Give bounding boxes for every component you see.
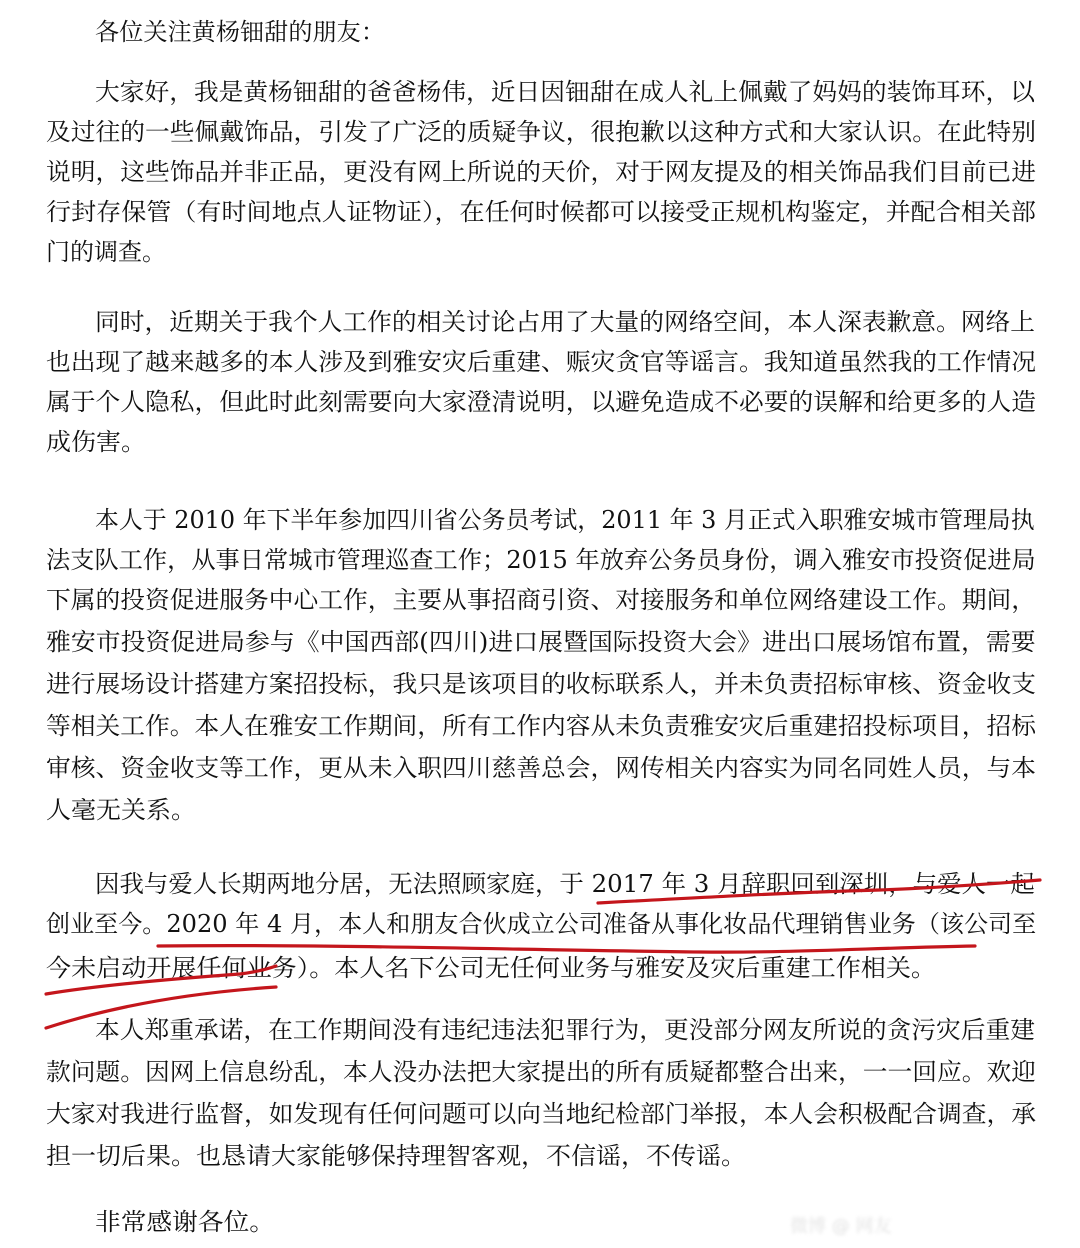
- paragraph-line: 本人于 2010 年下半年参加四川省公务员考试，2011 年 3 月正式入职雅安城市管理局执: [95, 506, 1035, 534]
- watermark: 微博 @ 网友: [790, 1216, 892, 1237]
- paragraph-line: 法支队工作，从事日常城市管理巡查工作；2015 年放弃公务员身份，调入雅安市投资促进局: [46, 546, 1036, 574]
- paragraph-line: 同时，近期关于我个人工作的相关讨论占用了大量的网络空间，本人深表歉意。网络上: [95, 308, 1035, 336]
- paragraph-line: 说明，这些饰品并非正品，更没有网上所说的天价，对于网友提及的相关饰品我们目前已进: [46, 158, 1037, 186]
- greeting-line: [0, 12, 1080, 52]
- paragraph-line: 因我与爱人长期两地分居，无法照顾家庭，于 2017 年 3 月辞职回到深圳，与爱人一起: [95, 870, 1035, 898]
- greeting: 各位关注黄杨钿甜的朋友：: [95, 18, 385, 46]
- paragraph-line: 下属的投资促进服务中心工作，主要从事招商引资、对接服务和单位网络建设工作。期间，: [46, 586, 1037, 614]
- paragraph-line: 属于个人隐私，但此时此刻需要向大家澄清说明，以避免造成不必要的误解和给更多的人造: [46, 388, 1037, 416]
- paragraph-line: 担一切后果。也恳请大家能够保持理智客观，不信谣，不传谣。: [46, 1142, 747, 1170]
- paragraph-line: 门的调查。: [46, 238, 166, 266]
- paragraph-line: 款问题。因网上信息纷乱，本人没办法把大家提出的所有质疑都整合出来，一一回应。欢迎: [46, 1058, 1037, 1086]
- paragraph-line: 本人郑重承诺，在工作期间没有违纪违法犯罪行为，更没部分网友所说的贪污灾后重建: [95, 1016, 1035, 1044]
- paragraph-line: 创业至今。2020 年 4 月，本人和朋友合伙成立公司准备从事化妆品代理销售业务（该公司至: [46, 910, 1037, 938]
- paragraph-line: 人毫无关系。: [46, 796, 197, 824]
- paragraph-line: 雅安市投资促进局参与《中国西部(四川)进口展暨国际投资大会》进出口展场馆布置，需要: [46, 628, 1036, 656]
- paragraph-line: 也出现了越来越多的本人涉及到雅安灾后重建、赈灾贪官等谣言。我知道虽然我的工作情况: [46, 348, 1037, 376]
- paragraph-line: 审核、资金收支等工作，更从未入职四川慈善总会，网传相关内容实为同名同姓人员，与本: [46, 754, 1037, 782]
- paragraph-line: 大家好，我是黄杨钿甜的爸爸杨伟，近日因钿甜在成人礼上佩戴了妈妈的装饰耳环，以: [95, 78, 1035, 106]
- closing: 非常感谢各位。: [95, 1208, 275, 1236]
- paragraph-line: 行封存保管（有时间地点人证物证），在任何时候都可以接受正规机构鉴定，并配合相关部: [46, 198, 1036, 226]
- paragraph-line: 及过往的一些佩戴饰品，引发了广泛的质疑争议，很抱歉以这种方式和大家认识。在此特别: [46, 118, 1037, 146]
- paragraph-line: 大家对我进行监督，如发现有任何问题可以向当地纪检部门举报，本人会积极配合调查，承: [46, 1100, 1037, 1128]
- paragraph-line: 今未启动开展任何业务）。本人名下公司无任何业务与雅安及灾后重建工作相关。: [46, 954, 936, 982]
- paragraph-line: 成伤害。: [46, 428, 147, 456]
- paragraph-line: 进行展场设计搭建方案招投标，我只是该项目的收标联系人，并未负责招标审核、资金收支: [46, 670, 1037, 698]
- paragraph-line: 等相关工作。本人在雅安工作期间，所有工作内容从未负责雅安灾后重建招投标项目，招标: [46, 712, 1037, 740]
